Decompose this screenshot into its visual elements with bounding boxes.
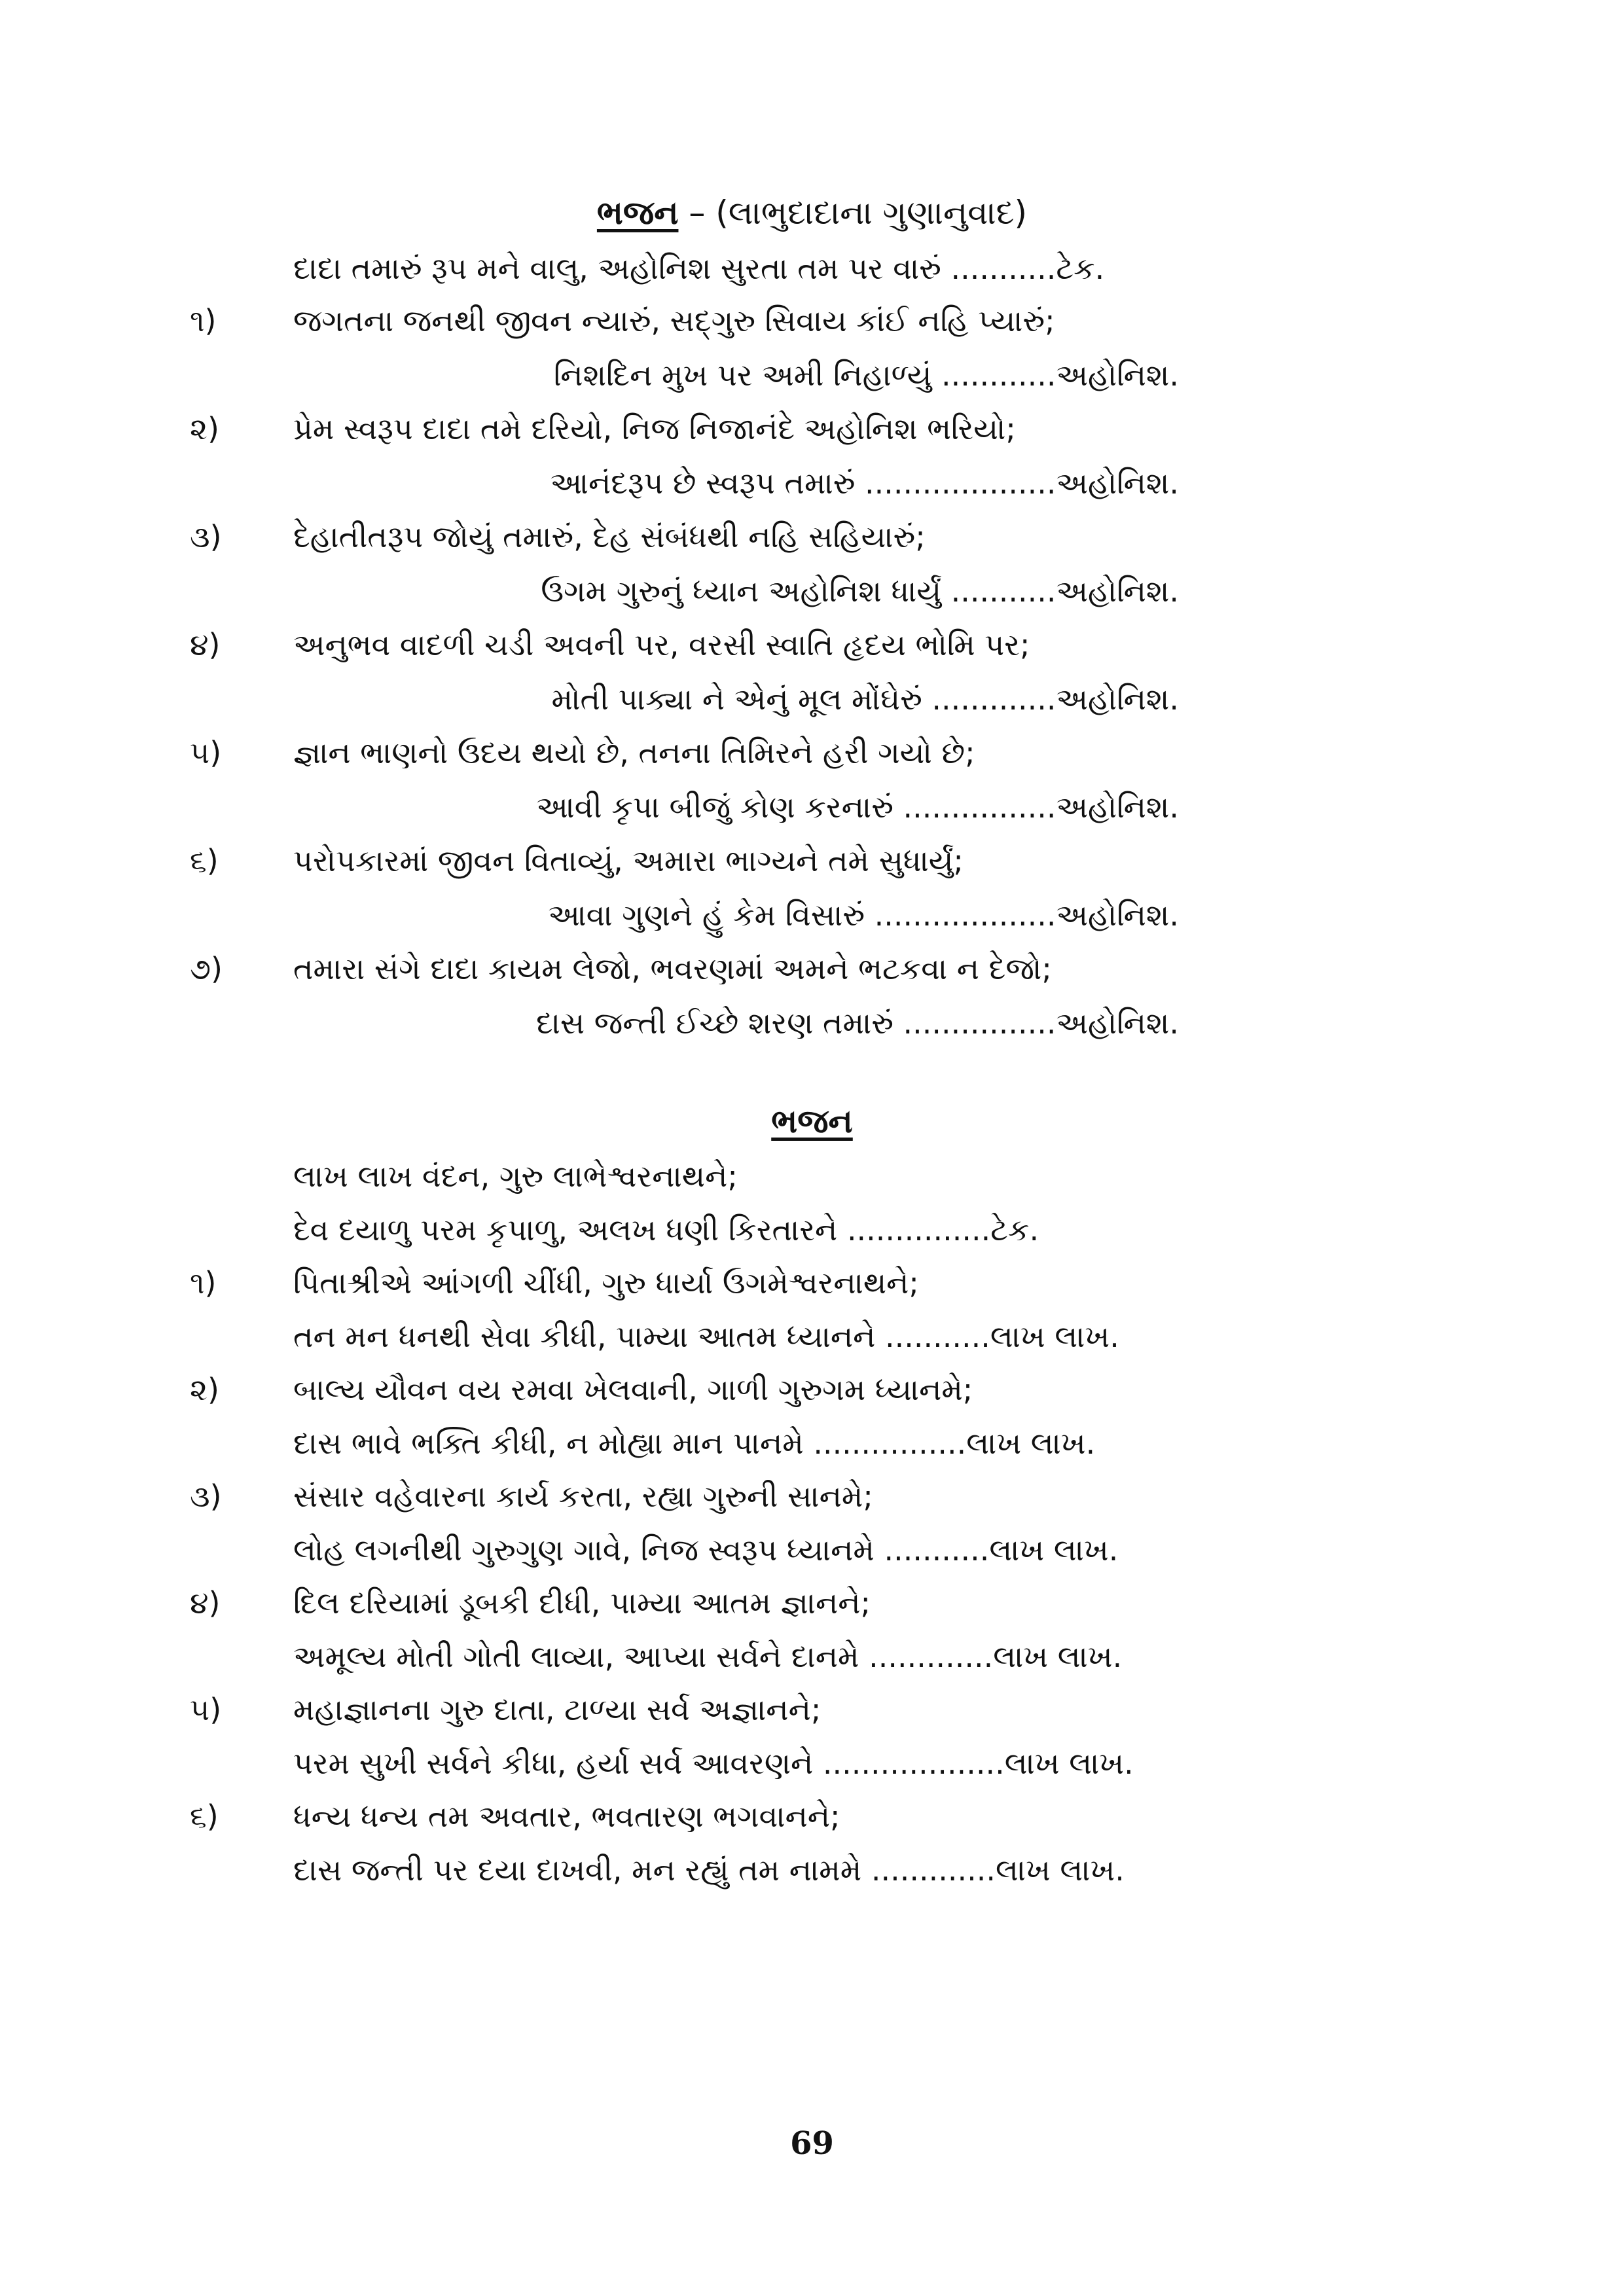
bhajan1-title-suffix: – (લાભુદાદાના ગુણાનુવાદ) (678, 194, 1028, 232)
stanza-refrain-line: ઉગમ ગુરુનું ધ્યાન અહોનિશ ધાર્યું ...........અહોનિશ. (541, 573, 1179, 609)
stanza-number: ૨) (190, 411, 219, 446)
stanza-refrain-line: મોતી પાક્યા ને એનું મૂલ મોંઘેરું .............અહોનિશ. (551, 681, 1179, 717)
bhajan2-intro-line: લાખ લાખ વંદન, ગુરુ લાભેશ્વરનાથને; (293, 1158, 738, 1194)
stanza-line: જગતના જનથી જીવન ન્યારું, સદ્ગુરુ સિવાય કાંઈ નહિ પ્યારું; (293, 303, 1055, 338)
bhajan1-heading (0, 190, 1624, 236)
stanza-line: પિતાશ્રીએ આંગળી ચીંધી, ગુરુ ધાર્યા ઉગમેશ્વરનાથને; (293, 1265, 919, 1300)
stanza-number: ૬) (190, 1799, 219, 1834)
stanza-number: ૬) (190, 843, 219, 878)
bhajan2-heading (0, 1098, 1624, 1144)
bhajan2-intro-refrain: દેવ દયાળુ પરમ કૃપાળુ, અલખ ધણી કિરતારને ...............ટેક. (293, 1212, 1039, 1247)
stanza-refrain-line: દાસ જન્તી ઈચ્છે શરણ તમારું ................અહોનિશ. (535, 1005, 1179, 1041)
bhajan2-title: ભજન (771, 1102, 853, 1140)
stanza-refrain-line: દાસ જન્તી પર દયા દાખવી, મન રહ્યું તમ નામમે .............લાખ લાખ. (293, 1852, 1125, 1888)
stanza-number: ૫) (190, 1692, 222, 1727)
stanza-refrain-line: દાસ ભાવે ભક્તિ કીધી, ન મોહ્યા માન પાનમે ................લાખ લાખ. (293, 1426, 1096, 1461)
stanza-line: દિલ દરિયામાં ડૂબકી દીધી, પામ્યા આતમ જ્ઞાનને; (293, 1585, 871, 1621)
stanza-number: ૫) (190, 735, 222, 770)
stanza-refrain-line: નિશદિન મુખ પર અમી નિહાળ્યું ............અહોનિશ. (553, 357, 1179, 393)
stanza-refrain-line: આવી કૃપા બીજું કોણ કરનારું ................અહોનિશ. (536, 789, 1179, 825)
stanza-number: ૩) (190, 519, 222, 554)
stanza-refrain-line: આનંદરૂપ છે સ્વરૂપ તમારું ....................અહોનિશ. (550, 465, 1179, 501)
stanza-line: દેહાતીતરૂપ જોયું તમારું, દેહ સંબંધથી નહિ સહિયારું; (293, 519, 926, 554)
stanza-line: જ્ઞાન ભાણનો ઉદય થયો છે, તનના તિમિરને હરી ગયો છે; (293, 735, 975, 770)
stanza-number: ૪) (190, 1585, 221, 1621)
stanza-number: ૧) (190, 303, 217, 338)
stanza-refrain-line: લોહ લગનીથી ગુરુગુણ ગાવે, નિજ સ્વરૂપ ધ્યાનમે ...........લાખ લાખ. (293, 1532, 1119, 1568)
stanza-refrain-line: પરમ સુખી સર્વને કીધા, હર્યા સર્વ આવરણને ...................લાખ લાખ. (293, 1746, 1134, 1781)
stanza-number: ૭) (190, 951, 223, 986)
stanza-line: પરોપકારમાં જીવન વિતાવ્યું, અમારા ભાગ્યને તમે સુધાર્યું; (293, 843, 964, 878)
stanza-line: સંસાર વહેવારના કાર્ય કરતા, રહ્યા ગુરુની સાનમે; (293, 1479, 873, 1514)
stanza-number: ૩) (190, 1479, 222, 1514)
stanza-refrain-line: અમૂલ્ય મોતી ગોતી લાવ્યા, આપ્યા સર્વને દાનમે .............લાખ લાખ. (293, 1639, 1123, 1674)
stanza-line: મહાજ્ઞાનના ગુરુ દાતા, ટાળ્યા સર્વ અજ્ઞાનને; (293, 1692, 821, 1727)
stanza-number: ૨) (190, 1372, 219, 1407)
stanza-line: અનુભવ વાદળી ચડી અવની પર, વરસી સ્વાતિ હૃદય ભોમિ પર; (293, 627, 1030, 662)
stanza-line: પ્રેમ સ્વરૂપ દાદા તમે દરિયો, નિજ નિજાનંદે અહોનિશ ભરિયો; (293, 411, 1016, 446)
stanza-line: બાલ્ય યૌવન વય રમવા ખેલવાની, ગાળી ગુરુગમ ધ્યાનમે; (293, 1372, 973, 1407)
stanza-refrain-line: આવા ગુણને હું કેમ વિસારું ...................અહોનિશ. (548, 897, 1179, 933)
stanza-refrain-line: તન મન ધનથી સેવા કીધી, પામ્યા આતમ ધ્યાનને ...........લાખ લાખ. (293, 1319, 1119, 1354)
stanza-number: ૪) (190, 627, 221, 662)
page-number: 69 (790, 2125, 834, 2162)
stanza-line: ધન્ય ધન્ય તમ અવતાર, ભવતારણ ભગવાનને; (293, 1799, 840, 1834)
stanza-number: ૧) (190, 1265, 217, 1300)
stanza-line: તમારા સંગે દાદા કાયમ લેજો, ભવરણમાં અમને ભટકવા ન દેજો; (293, 951, 1052, 986)
bhajan1-refrain: દાદા તમારું રૂપ મને વાલુ, અહોનિશ સુરતા તમ પર વારું ...........ટેક. (293, 251, 1105, 286)
bhajan1-title: ભજન (596, 194, 679, 232)
